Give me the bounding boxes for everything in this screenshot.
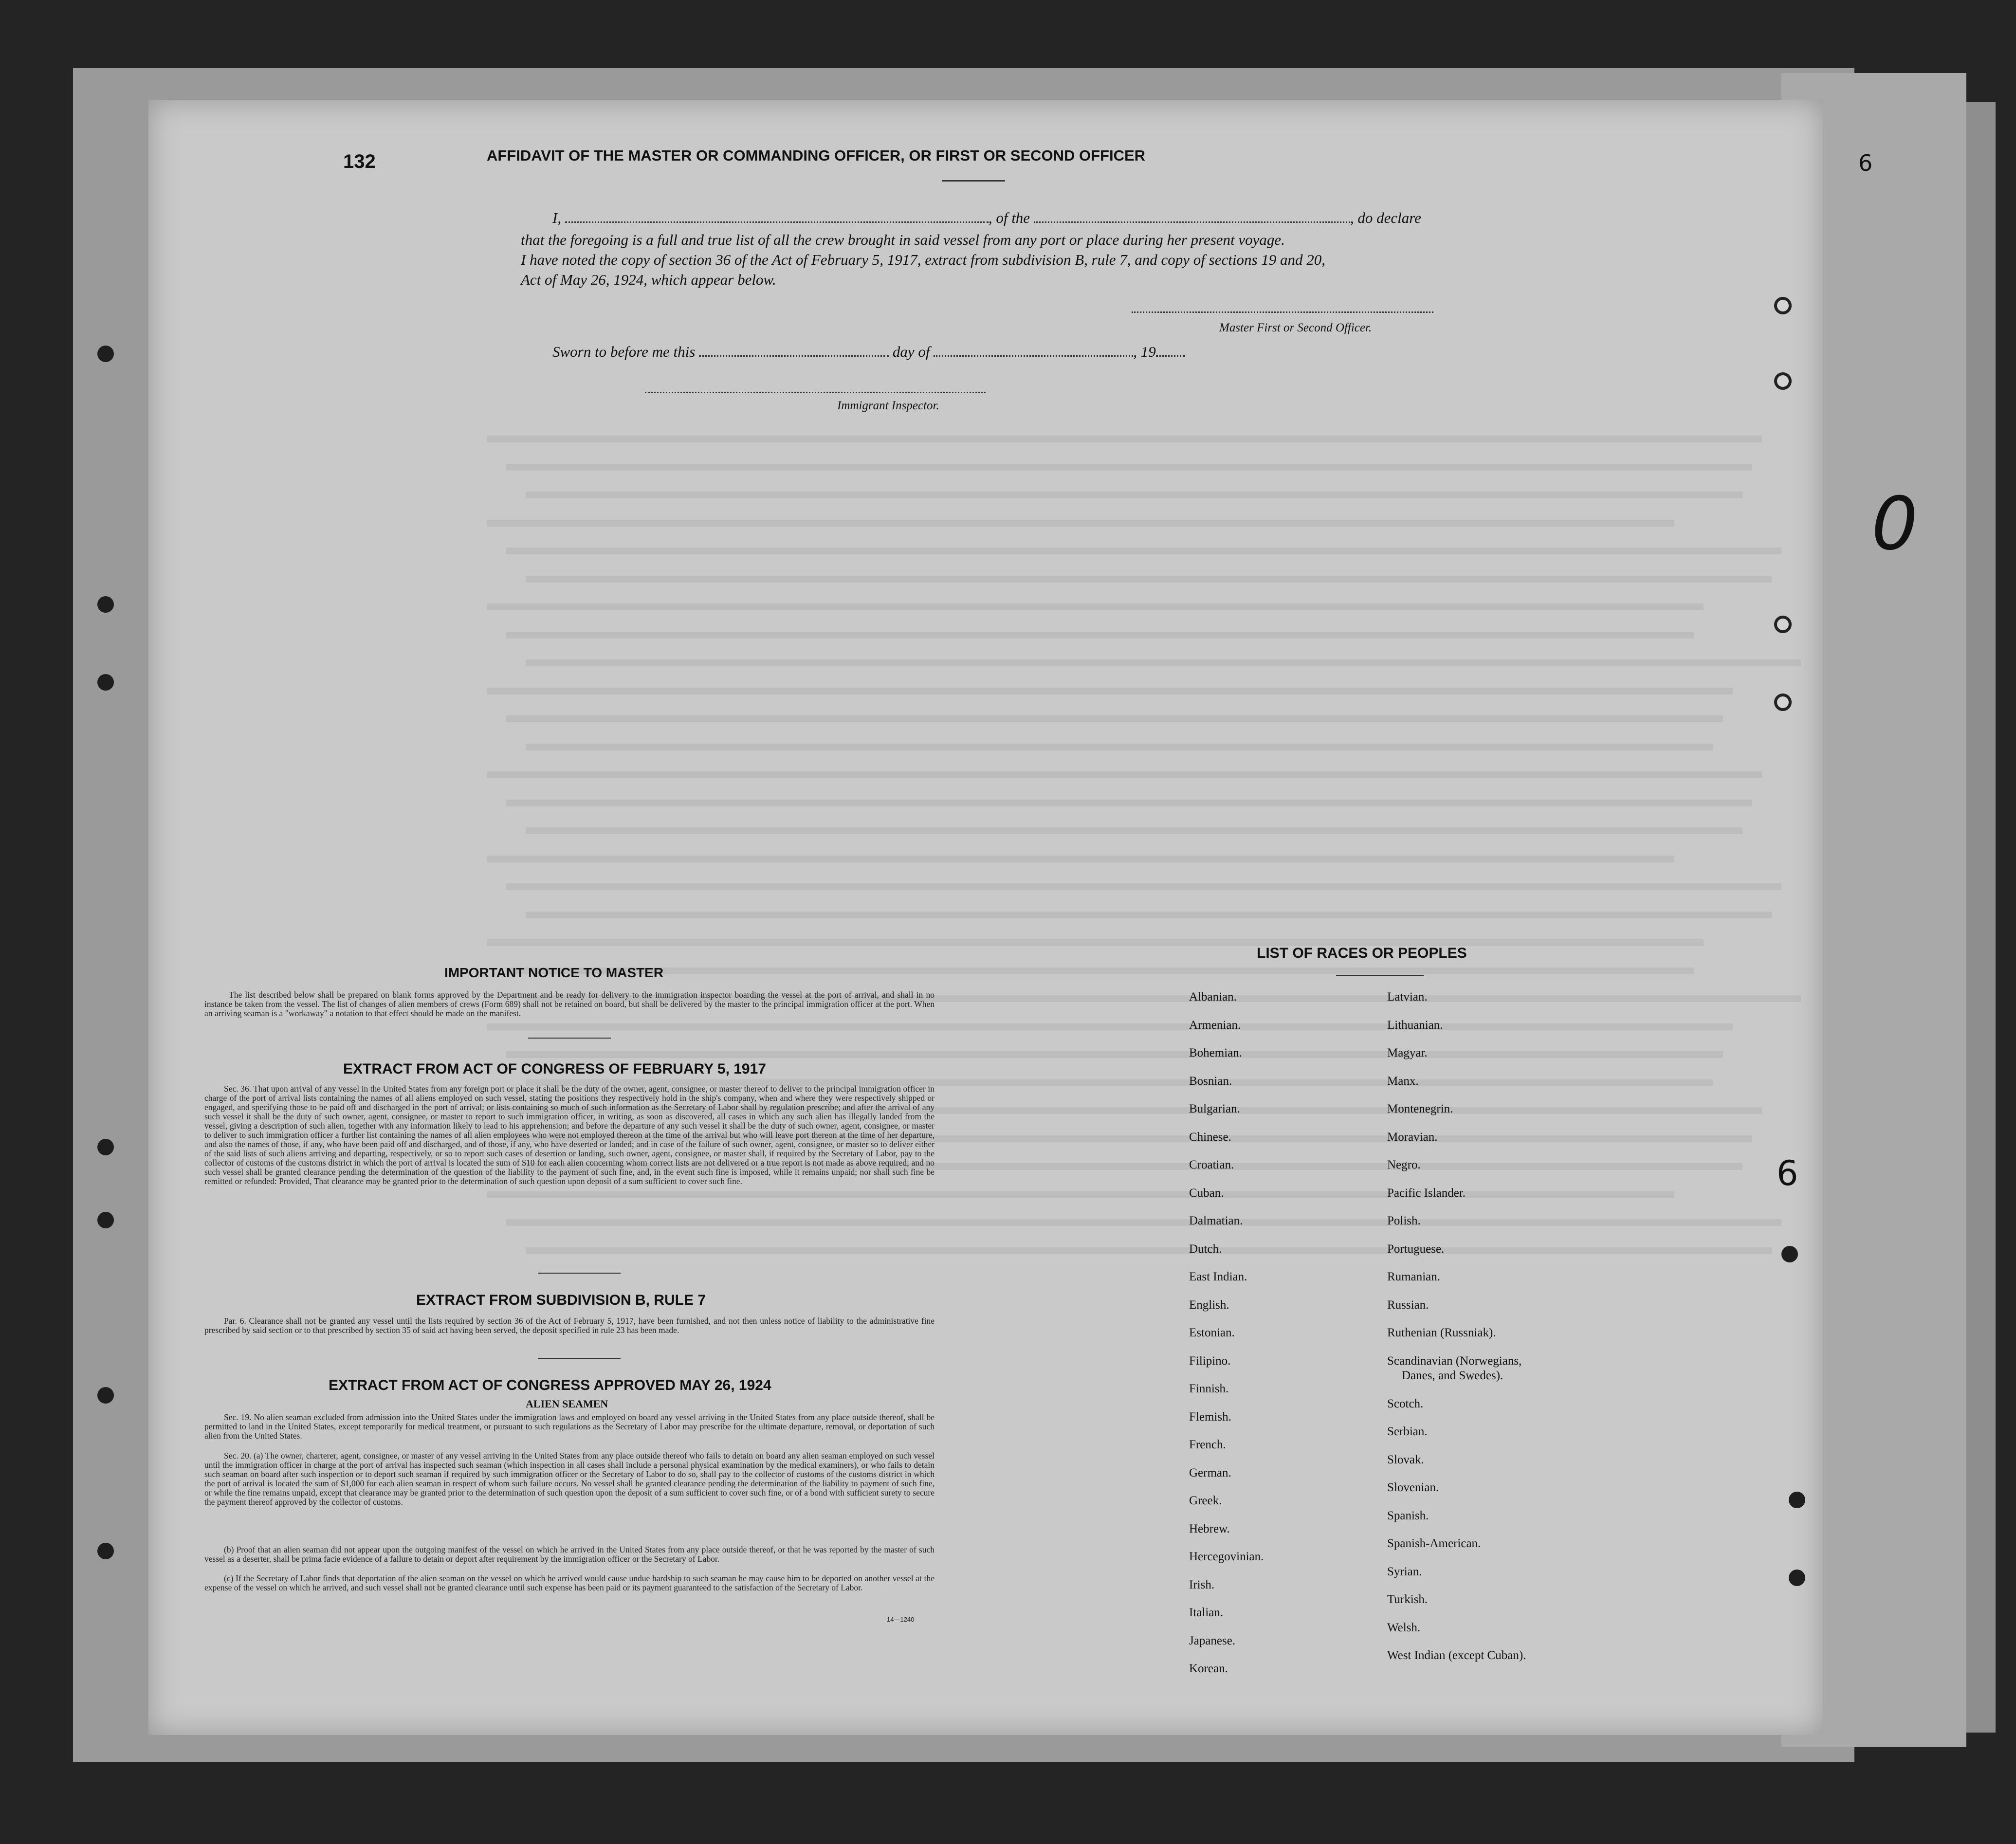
- race-item: Manx.: [1387, 1074, 1419, 1088]
- bleed-through-row: [506, 800, 1752, 806]
- race-item: West Indian (except Cuban).: [1387, 1649, 1526, 1662]
- inspector-signature-blank[interactable]: [645, 392, 986, 393]
- race-item: Scandinavian (Norwegians,: [1387, 1354, 1522, 1368]
- race-item: Cuban.: [1189, 1186, 1224, 1200]
- race-item: Rumanian.: [1387, 1270, 1441, 1283]
- race-item: Moravian.: [1387, 1130, 1438, 1144]
- bleed-through-row: [487, 856, 1674, 862]
- binder-hole: [1774, 297, 1792, 314]
- name-blank[interactable]: [565, 221, 989, 223]
- race-item: Finnish.: [1189, 1382, 1229, 1395]
- bleed-through-row: [487, 939, 1704, 946]
- bleed-through-row: [526, 576, 1772, 583]
- affidavit-text-line: that the foregoing is a full and true list of all the crew brought in said vessel from any port or place during her present voyage.: [521, 231, 1285, 248]
- binder-hole: [97, 1387, 114, 1404]
- bleed-through-row: [487, 436, 1762, 442]
- binder-hole: [97, 1543, 114, 1559]
- extract-1917-title: EXTRACT FROM ACT OF CONGRESS OF FEBRUARY 5, 1917: [343, 1061, 766, 1077]
- affidavit-declaration-line: [552, 209, 1421, 227]
- handwritten-mark: 0: [1871, 482, 1918, 566]
- binder-hole: [97, 674, 114, 691]
- race-item: Russian.: [1387, 1298, 1429, 1312]
- master-signature-label: Master First or Second Officer.: [1219, 321, 1372, 334]
- bleed-through-row: [526, 1247, 1772, 1254]
- binder-hole: [1774, 616, 1792, 633]
- extract-1924-title: EXTRACT FROM ACT OF CONGRESS APPROVED MAY 26, 1924: [329, 1377, 771, 1393]
- race-item: Flemish.: [1189, 1410, 1231, 1424]
- binder-hole: [1781, 1246, 1798, 1262]
- handwritten-mark: 6: [1858, 150, 1873, 176]
- bleed-through-row: [487, 520, 1674, 527]
- bleed-through-row: [526, 659, 1801, 666]
- affidavit-of-the: , of the: [988, 209, 1030, 226]
- bleed-through-row: [487, 1023, 1733, 1030]
- race-item: Spanish.: [1387, 1509, 1429, 1522]
- race-item: Japanese.: [1189, 1634, 1236, 1647]
- race-item: French.: [1189, 1438, 1226, 1451]
- race-item: Irish.: [1189, 1578, 1215, 1591]
- bleed-through-row: [506, 1051, 1723, 1058]
- binder-hole: [1774, 694, 1792, 711]
- alien-seamen-subtitle: ALIEN SEAMEN: [526, 1398, 608, 1410]
- bleed-through-row: [526, 492, 1742, 498]
- bleed-through-row: [506, 1219, 1781, 1226]
- race-item: Armenian.: [1189, 1018, 1241, 1032]
- extract-rule7-title: EXTRACT FROM SUBDIVISION B, RULE 7: [416, 1292, 706, 1308]
- year-label: , 19: [1133, 343, 1156, 360]
- binder-hole: [97, 596, 114, 613]
- race-item: Dalmatian.: [1189, 1214, 1243, 1227]
- race-item: Turkish.: [1387, 1593, 1428, 1606]
- bleed-through-row: [487, 688, 1733, 694]
- notice-rule: [528, 1038, 611, 1039]
- form-number: 14—1240: [887, 1616, 915, 1623]
- sworn-line: [552, 343, 1185, 361]
- races-rule: [1336, 975, 1424, 976]
- bleed-through-row: [526, 744, 1713, 750]
- race-item: East Indian.: [1189, 1270, 1247, 1283]
- inspector-signature-label: Immigrant Inspector.: [837, 399, 939, 412]
- binder-hole: [1789, 1570, 1805, 1586]
- bleed-through-row: [506, 464, 1752, 471]
- race-item: Dutch.: [1189, 1242, 1222, 1256]
- sworn-year-blank[interactable]: [1156, 355, 1185, 357]
- bleed-through-row: [487, 771, 1762, 778]
- sworn-day-blank[interactable]: [699, 355, 889, 357]
- race-item: Welsh.: [1387, 1621, 1421, 1634]
- extract-1917-rule: [538, 1273, 621, 1274]
- sworn-month-blank[interactable]: [934, 355, 1133, 357]
- race-item: Spanish-American.: [1387, 1537, 1481, 1550]
- binder-hole: [97, 346, 114, 362]
- race-item: Syrian.: [1387, 1565, 1422, 1578]
- sworn-label: Sworn to before me this: [552, 343, 696, 360]
- race-item: Ruthenian (Russniak).: [1387, 1326, 1496, 1339]
- sec20a-text: Sec. 20. (a) The owner, charterer, agent, consignee, or master of any vessel arriving in the United States from any place outside thereof who fails to detain on board any alien seaman employed on such vessel until the immigration officer in charge at the port of arrival has inspected such seaman (which inspection in all cases shall include a personal physical examination by the medical examiners), or who fails to detain such seaman on board after such inspection or to deport such seaman if required by such immigration officer or the Secretary of Labor to do so, shall pay to the collector of customs of the customs district in which the port of arrival is located the sum of $1,000 for each alien seaman in respect of whom such failure occurs. No vessel shall be granted clearance pending the determination of the liability to payment of such fine, or while the fine remains unpaid, except that clearance may be granted prior to the determination of such question upon the deposit of a sum sufficient to cover such fine, or of a bond with sufficient surety to secure the payment thereof approved by the collector of customs.: [204, 1451, 935, 1507]
- sec20c-text: (c) If the Secretary of Labor finds that deportation of the alien seaman on the vessel on which he arrived would cause undue hardship to such seaman he may cause him to be deported on another vessel at the expense of the vessel on which he arrived, and such vessel shall not be granted clearance until such expense has been paid or its payment guaranteed to the satisfaction of the Secretary of Labor.: [204, 1573, 935, 1592]
- race-item: Montenegrin.: [1387, 1102, 1453, 1115]
- race-item: Hercegovinian.: [1189, 1550, 1264, 1563]
- race-item: Polish.: [1387, 1214, 1421, 1227]
- race-item: Latvian.: [1387, 990, 1428, 1004]
- affidavit-do-declare: , do declare: [1350, 209, 1421, 226]
- affidavit-text-line: Act of May 26, 1924, which appear below.: [521, 271, 776, 288]
- notice-text: The list described below shall be prepared on blank forms approved by the Department and be ready for delivery to the immigration inspector boarding the vessel at the port of arrival, and shall in no instance be taken from the vessel. The list of changes of alien members of crews (Form 689) shall not be retained on board, but shall be delivered by the master to the principal immigration officer at the port. When an arriving seaman is a "workaway" a notation to that effect should be made on the manifest.: [204, 990, 935, 1018]
- race-item: Scotch.: [1387, 1397, 1424, 1410]
- race-item: Negro.: [1387, 1158, 1421, 1171]
- binder-hole: [97, 1212, 114, 1228]
- race-item: Estonian.: [1189, 1326, 1235, 1339]
- race-item: Bulgarian.: [1189, 1102, 1240, 1115]
- race-item: Serbian.: [1387, 1425, 1428, 1438]
- bleed-through-row: [506, 548, 1781, 554]
- bleed-through-row: [506, 632, 1694, 639]
- extract-rule7-rule: [538, 1358, 621, 1359]
- race-item: Chinese.: [1189, 1130, 1231, 1144]
- sec20b-text: (b) Proof that an alien seaman did not appear upon the outgoing manifest of the vessel on which he arrived in the United States from any place outside thereof, or that he was reported by the master of such vessel as a deserter, shall be prima facie evidence of a failure to detain or deport after requirement by the immigration officer or the Secretary of Labor.: [204, 1545, 935, 1564]
- binder-hole: [1789, 1492, 1805, 1508]
- race-item: Italian.: [1189, 1606, 1224, 1619]
- race-item: Hebrew.: [1189, 1522, 1230, 1535]
- race-item: Korean.: [1189, 1662, 1228, 1675]
- affidavit-title: AFFIDAVIT OF THE MASTER OR COMMANDING OFFICER, OR FIRST OR SECOND OFFICER: [487, 147, 1146, 164]
- page-marker: 132: [343, 151, 376, 172]
- bleed-through-row: [506, 883, 1781, 890]
- race-item: Lithuanian.: [1387, 1018, 1443, 1032]
- race-item: Slovenian.: [1387, 1481, 1439, 1494]
- race-item: Albanian.: [1189, 990, 1237, 1004]
- bleed-through-row: [487, 603, 1704, 610]
- race-item: Bosnian.: [1189, 1074, 1232, 1088]
- race-item: Croatian.: [1189, 1158, 1234, 1171]
- race-item: English.: [1189, 1298, 1229, 1312]
- bleed-through-row: [487, 1191, 1674, 1198]
- race-item: Bohemian.: [1189, 1046, 1243, 1059]
- race-item: German.: [1189, 1466, 1231, 1479]
- race-item: Greek.: [1189, 1494, 1222, 1507]
- binder-hole: [97, 1139, 114, 1155]
- binder-hole: [1774, 372, 1792, 390]
- handwritten-mark: 6: [1777, 1153, 1798, 1193]
- bleed-through-row: [506, 968, 1694, 974]
- sec19-text: Sec. 19. No alien seaman excluded from admission into the United States under the immigration laws and employed on board any vessel arriving in the United States from any place outside thereof, shall be permitted to land in the United States, except temporarily for medical treatment, or pursuant to such regulations as the Secretary of Labor may prescribe for the ultimate departure, removal, or deportation of such alien from the United States.: [204, 1412, 935, 1441]
- bleed-through-row: [506, 715, 1723, 722]
- race-item: Magyar.: [1387, 1046, 1428, 1059]
- race-item: Pacific Islander.: [1387, 1186, 1466, 1200]
- races-title: LIST OF RACES OR PEOPLES: [1257, 945, 1467, 961]
- extract-1917-text: Sec. 36. That upon arrival of any vessel in the United States from any foreign port or place it shall be the duty of the owner, agent, consignee, or master thereof to deliver to the principal immigration officer in charge of the port of arrival lists containing the names of all aliens employed on such vessel, stating the positions they respectively hold in the ship's company, when and where they were respectively shipped or engaged, and specifying those to be paid off and discharged in the port of arrival; or lists containing so much of such information as the Secretary of Labor shall by regulation prescribe; and after the arrival of any such vessel it shall be the duty of such owner, agent, consignee, or master to report to such immigration officer, in writing, as soon as discovered, all cases in which any such alien has illegally landed from the vessel, giving a description of such alien, together with any information likely to lead to his apprehension; and before the departure of any such vessel it shall be the duty of such owner, agent, consignee, or master to deliver to such immigration officer a further list containing the names of all alien employees who were not employed thereon at the time of the arrival but who will leave port thereon at the time of her departure, and also the names of those, if any, who have been paid off and discharged, and of those, if any, who have deserted or landed; and in case of the failure of such owner, agent, consignee, or master so to deliver either of the said lists of such aliens arriving and departing, respectively, or so to report such cases of desertion or landing, such owner, agent, consignee, or master shall, if required by the Secretary of Labor, pay to the collector of customs of the customs district in which the port of arrival is located the sum of $10 for each alien concerning whom correct lists are not delivered or a true report is not made as above required; and no such vessel shall be granted clearance pending the determination of the question of the liability to the payment of such fine, and, in the event such fine is imposed, while it remains unpaid; nor shall such fine be remitted or refunded: Provided, That clearance may be granted prior to the determination of such question upon deposit of a sum sufficient to cover such fine.: [204, 1084, 935, 1186]
- affidavit-i: I,: [552, 209, 562, 226]
- affidavit-title-rule: [942, 180, 1005, 182]
- race-item: Danes, and Swedes).: [1402, 1369, 1503, 1382]
- race-item: Slovak.: [1387, 1453, 1424, 1466]
- day-of-label: day of: [892, 343, 930, 360]
- race-item: Filipino.: [1189, 1354, 1231, 1368]
- race-item: Portuguese.: [1387, 1242, 1445, 1256]
- bleed-through-row: [526, 912, 1772, 918]
- bleed-through-row: [526, 827, 1742, 834]
- extract-rule7-text: Par. 6. Clearance shall not be granted any vessel until the lists required by section 36 of the Act of February 5, 1917, have been furnished, and not then unless notice of liability to the administrative fine prescribed by said section or to that prescribed by section 35 of said act having been served, the deposit specified in rule 23 has been made.: [204, 1316, 935, 1335]
- vessel-blank[interactable]: [1034, 221, 1350, 223]
- notice-title: IMPORTANT NOTICE TO MASTER: [444, 965, 664, 980]
- affidavit-text-line: I have noted the copy of section 36 of the Act of February 5, 1917, extract from subdivision B, rule 7, and copy of sections 19 and 20,: [521, 251, 1326, 268]
- master-signature-blank[interactable]: [1132, 311, 1433, 313]
